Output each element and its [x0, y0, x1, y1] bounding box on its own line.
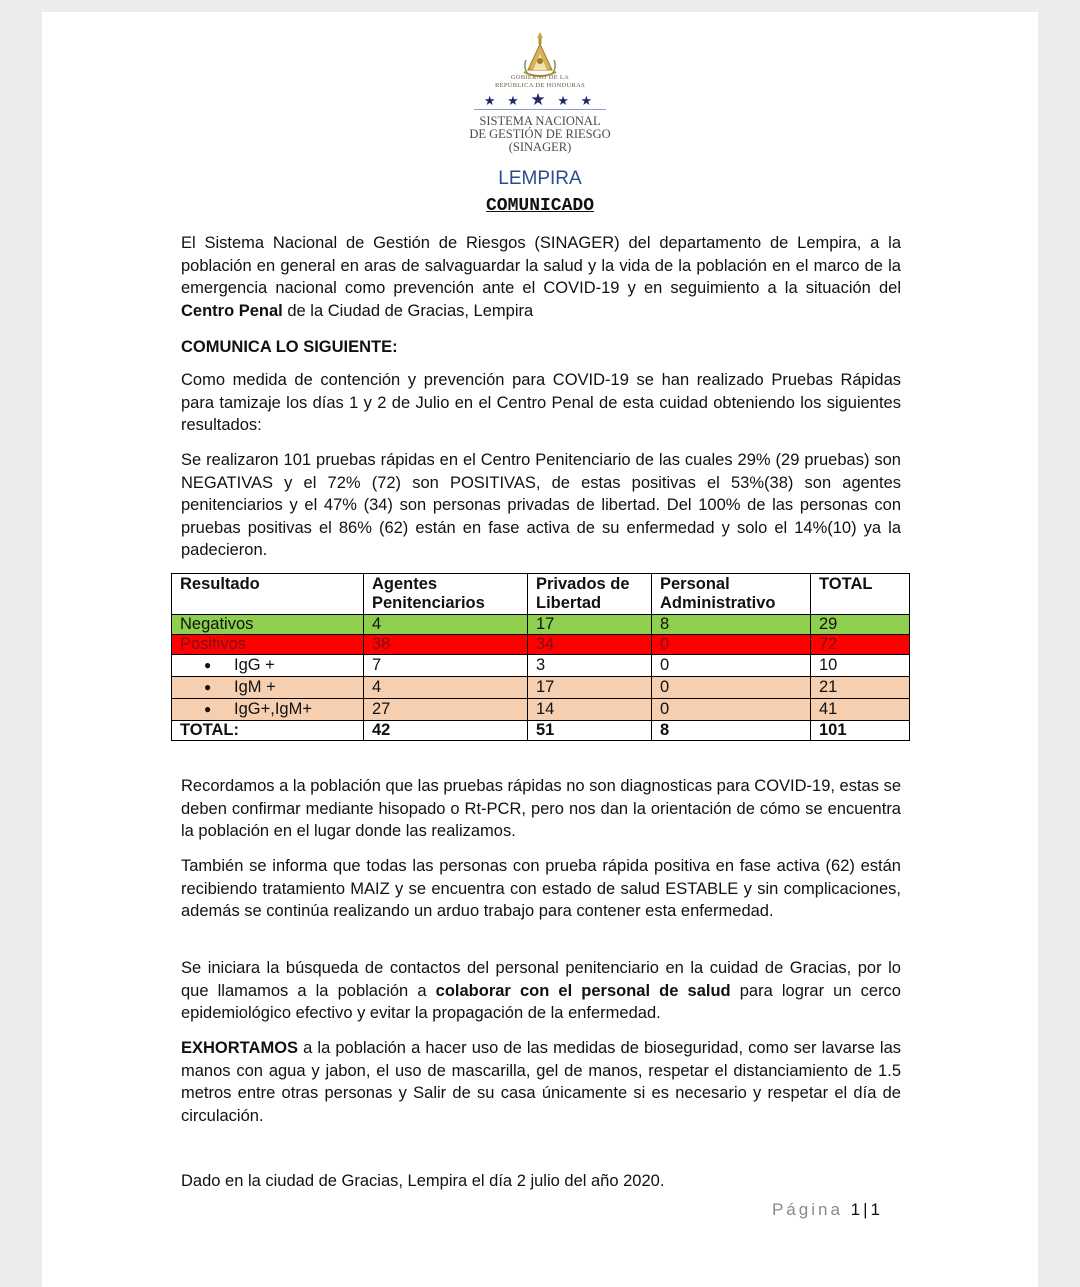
- page-current: 1: [850, 1200, 861, 1219]
- table-cell: 8: [652, 721, 811, 741]
- table-cell: [172, 655, 364, 677]
- table-header-row: [172, 574, 910, 615]
- recordamos-paragraph: [181, 775, 901, 843]
- busqueda-bold: colaborar con el personal de salud: [435, 981, 731, 1000]
- org-name-line-2: DE GESTIÓN DE RIESGO: [469, 127, 611, 141]
- header-divider: [474, 109, 606, 110]
- document-title: COMUNICADO: [485, 196, 595, 216]
- bullet-icon: ●: [204, 658, 212, 672]
- intro-text-1: El Sistema Nacional de Gestión de Riesgos (SINAGER) del departamento de Lempira, a la población en general en aras de salvaguardar la salud y la vida de la población en el marco de la emergencia nacional como prevención ante el COVID-19 y en seguimiento a la situación del: [181, 234, 901, 297]
- medida-text: Como medida de contención y prevención para COVID-19 se han realizado Pruebas Rápidas para tamizaje los días 1 y 2 de Julio en el Centro Penal de esta cuidad obteniendo los siguientes resultados:: [181, 371, 901, 434]
- intro-bold: Centro Penal: [181, 301, 283, 320]
- signature-date-line: Dado en la ciudad de Gracias, Lempira el día 2 julio del año 2020.: [181, 1172, 665, 1190]
- table-row-negativos: [172, 615, 910, 635]
- table-cell: 38: [364, 635, 528, 655]
- busqueda-text-1: Se iniciara la búsqueda de contactos del personal penitenciario en la cuidad de Gracias, por lo que llamamos a la población a: [181, 959, 901, 1000]
- page-label: Página: [771, 1200, 843, 1219]
- table-cell: 7: [364, 655, 528, 677]
- table-cell: 34: [528, 635, 652, 655]
- government-line-1: GOBIERNO DE LA: [510, 74, 570, 81]
- table-row-igg-igm: [172, 699, 910, 721]
- table-cell: 72: [811, 635, 910, 655]
- exhortamos-text: a la población a hacer uso de las medidas de bioseguridad, como ser lavarse las manos con agua y jabon, el uso de mascarilla, gel de manos, respetar el distanciamiento de 1.5 metros entre otras personas y Salir de su casa únicamente si es necesario y respetar el día de circulación.: [181, 1039, 901, 1125]
- table-cell: 8: [652, 615, 811, 635]
- table-cell: 0: [652, 677, 811, 699]
- resultados-paragraph: [181, 449, 901, 562]
- busqueda-paragraph: [181, 957, 901, 1025]
- table-cell: [172, 699, 364, 721]
- table-cell: [172, 677, 364, 699]
- tambien-paragraph: [181, 855, 901, 923]
- table-row-positivos: [172, 635, 910, 655]
- org-name-line-1: SISTEMA NACIONAL: [479, 114, 601, 128]
- table-cell: 14: [528, 699, 652, 721]
- table-cell: Negativos: [172, 615, 364, 635]
- table-cell: 4: [364, 615, 528, 635]
- page-separator: |: [863, 1200, 868, 1219]
- five-stars-icon: ★ ★ ★ ★ ★: [483, 90, 597, 109]
- busqueda-text-2: para lograr un cerco epidemiológico efectivo y evitar la propagación de la enfermedad.: [181, 981, 901, 1022]
- table-cell: 51: [528, 721, 652, 741]
- table-cell: 0: [652, 655, 811, 677]
- header-cell: Personal Administrativo: [652, 574, 811, 615]
- row-label: IgG +: [234, 656, 275, 674]
- table-cell: Positivos: [172, 635, 364, 655]
- table-row-total: [172, 721, 910, 741]
- tambien-text: También se informa que todas las personas con prueba rápida positiva en fase activa (62) están recibiendo tratamiento MAIZ y se encuentra con estado de salud ESTABLE y sin complicaciones, además se continúa realizando un arduo trabajo para contener esta enfermedad.: [181, 857, 901, 920]
- table-cell: TOTAL:: [172, 721, 364, 741]
- header-cell: Privados de Libertad: [528, 574, 652, 615]
- table-cell: 17: [528, 615, 652, 635]
- recordamos-text: Recordamos a la población que las pruebas rápidas no son diagnosticas para COVID-19, estas se deben confirmar mediante hisopado o Rt-PCR, pero nos dan la orientación de cómo se encuentra la población en el lugar donde las realizamos.: [181, 777, 901, 840]
- intro-text-2: de la Ciudad de Gracias, Lempira: [282, 301, 534, 320]
- table-cell: 10: [811, 655, 910, 677]
- document-page: [42, 12, 1038, 1287]
- section-heading: COMUNICA LO SIGUIENTE:: [181, 338, 398, 356]
- intro-paragraph: [181, 232, 901, 322]
- row-label: IgG+,IgM+: [234, 700, 312, 718]
- exhortamos-bold: EXHORTAMOS: [181, 1039, 299, 1057]
- row-label: IgM +: [234, 678, 276, 696]
- header-cell: Resultado: [172, 574, 364, 615]
- bullet-icon: ●: [204, 702, 212, 716]
- table-cell: 17: [528, 677, 652, 699]
- header-cell: Agentes Penitenciarios: [364, 574, 528, 615]
- table-cell: 0: [652, 635, 811, 655]
- org-acronym: (SINAGER): [508, 140, 572, 154]
- table-cell: 101: [811, 721, 910, 741]
- bullet-icon: ●: [204, 680, 212, 694]
- table-cell: 0: [652, 699, 811, 721]
- page-number: [772, 1200, 880, 1220]
- government-line-2: REPÚBLICA DE HONDURAS: [494, 82, 586, 89]
- table-cell: 29: [811, 615, 910, 635]
- table-cell: 42: [364, 721, 528, 741]
- page-total: 1: [870, 1200, 880, 1219]
- table-cell: 41: [811, 699, 910, 721]
- table-cell: 3: [528, 655, 652, 677]
- exhortamos-paragraph: [181, 1037, 901, 1127]
- header-cell: TOTAL: [811, 574, 910, 615]
- resultados-text: Se realizaron 101 pruebas rápidas en el Centro Penitenciario de las cuales 29% (29 pruebas) son NEGATIVAS y el 72% (72) son POSITIVAS, de estas positivas el 53%(38) son agentes penitenciarios y el 47% (34) son personas privadas de libertad. Del 100% de las personas con pruebas positivas el 86% (62) están en fase activa de su enfermedad y solo el 14%(10) ya la padecieron.: [181, 451, 901, 559]
- table-cell: 27: [364, 699, 528, 721]
- results-table: [171, 573, 910, 741]
- table-row-igm: [172, 677, 910, 699]
- table-cell: 21: [811, 677, 910, 699]
- table-row-igg: [172, 655, 910, 677]
- department-title: LEMPIRA: [498, 168, 582, 189]
- medida-paragraph: [181, 369, 901, 437]
- table-cell: 4: [364, 677, 528, 699]
